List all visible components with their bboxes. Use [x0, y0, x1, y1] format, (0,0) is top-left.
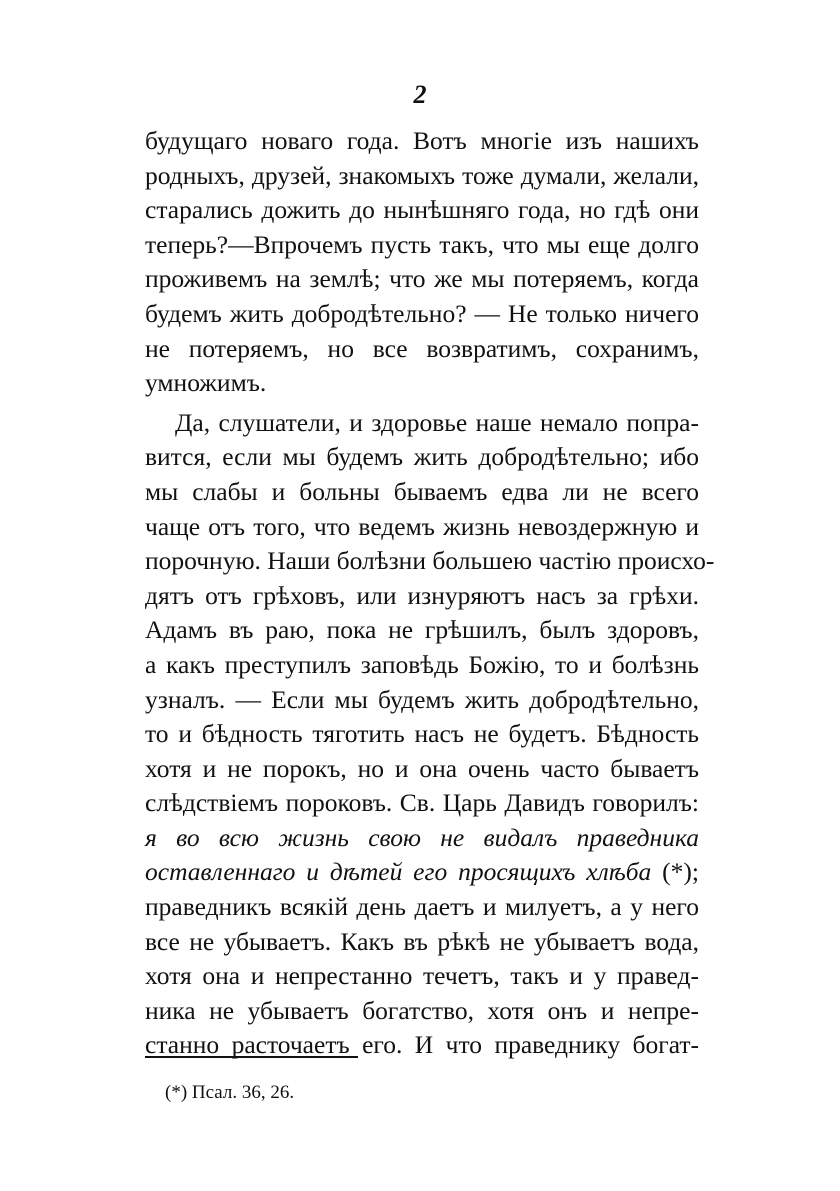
page-number: 2 — [413, 80, 427, 109]
text-line: то и бѣдность тяготить насъ не будетъ. Бѣдность — [145, 719, 699, 749]
body-text — [145, 124, 715, 1063]
text-line: чаще отъ того, что ведемъ жизнь невоздержную и — [145, 511, 699, 541]
text-line: мы слабы и больны бываемъ едва ли не всего — [145, 476, 699, 506]
footnote: (*) Псал. 36, 26. — [165, 1082, 295, 1103]
text-line: хотя и не порокъ, но и она очень часто бываетъ — [145, 753, 699, 783]
text-line: слѣдствiемъ пороковъ. Св. Царь Давидъ говорилъ: — [145, 788, 699, 818]
text-line-italic — [145, 821, 699, 856]
text-line: родныхъ, друзей, знакомыхъ тоже думали, желали, — [145, 160, 699, 190]
text-line: умножимъ. — [145, 368, 267, 398]
text-line: проживемъ на землѣ; что же мы потеряемъ, когда — [145, 264, 699, 294]
text-line: ника не убываетъ богатство, хотя онъ и непре- — [145, 995, 699, 1025]
text-line: не потеряемъ, но все возвратимъ, сохранимъ, — [145, 333, 699, 363]
text-line: Адамъ въ раю, пока не грѣшилъ, былъ здоровъ, — [145, 615, 699, 645]
text-line: будемъ жить добродѣтельно? — Не только ничего — [145, 298, 699, 328]
text-line: узналъ. — Если мы будемъ жить добродѣтельно, — [145, 684, 699, 714]
text-line: а какъ преступилъ заповѣдь Божiю, то и болѣзнь — [145, 649, 699, 679]
text-line: теперь?—Впрочемъ пусть такъ, что мы еще долго — [145, 229, 699, 259]
text-line: вится, если мы будемъ жить добродѣтельно; ибо — [145, 442, 699, 472]
footnote-rule — [145, 1056, 358, 1058]
text-line: праведникъ всякiй день даетъ и милуетъ, а у него — [145, 892, 699, 922]
text-line: хотя она и непрестанно течетъ, такъ и у правед- — [145, 961, 699, 991]
text-line: все не убываетъ. Какъ въ рѣкѣ не убываетъ вода, — [145, 926, 699, 956]
text-line: порочную. Наши болѣзни большею частiю происхо- — [145, 546, 715, 576]
text-line: старались дожить до нынѣшняго года, но гдѣ они — [145, 195, 699, 225]
text-line-italic — [145, 855, 699, 890]
quote-text: оставленнаго и дѣтей его просящихъ хлѣба — [145, 857, 652, 887]
text-line: станно расточаетъ его. И что праведнику богат- — [145, 1030, 699, 1060]
text-line: Да, слушатели, и здоровье наше немало попра- — [175, 407, 699, 437]
quote-text: я во всю жизнь свою не видалъ праведника — [145, 822, 699, 852]
text-line: будущаго новаго года. Вотъ многiе изъ нашихъ — [145, 126, 699, 155]
footnote-marker: (*); — [651, 857, 700, 887]
text-line: дятъ отъ грѣховъ, или изнуряютъ насъ за грѣхи. — [145, 580, 699, 610]
